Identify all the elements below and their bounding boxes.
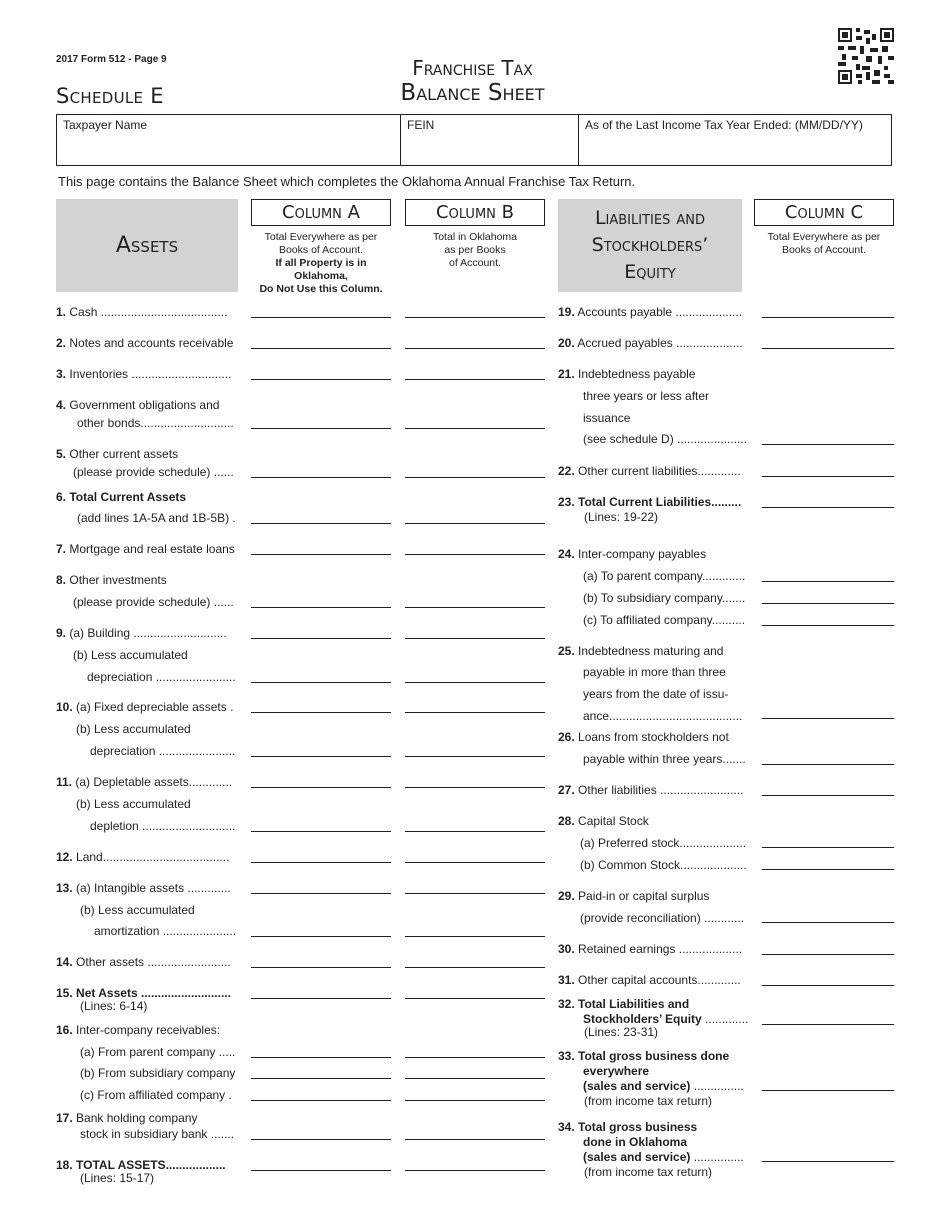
line-17-label: 17. Bank holding company: [56, 1111, 198, 1125]
line-32-label-c: (Lines: 23-31): [584, 1025, 659, 1039]
line-33-label-d: (from income tax return): [584, 1094, 713, 1108]
qr-code-icon: [838, 28, 894, 84]
line-23-col-c-field[interactable]: [762, 507, 894, 508]
line-14-col-a-field[interactable]: [251, 967, 391, 968]
line-10-label-c: depreciation .......................: [90, 744, 236, 758]
line-10b-col-a-field[interactable]: [251, 756, 391, 757]
line-4-col-a-field[interactable]: [251, 428, 391, 429]
line-19-col-c-field[interactable]: [762, 317, 894, 318]
line-10a-col-a-field[interactable]: [251, 712, 391, 713]
line-13b-col-a-field[interactable]: [251, 936, 391, 937]
line-34-label-b: done in Oklahoma: [583, 1135, 688, 1149]
line-29-label: 29. Paid-in or capital surplus: [558, 889, 710, 903]
line-11b-col-b-field[interactable]: [405, 831, 545, 832]
line-10b-col-b-field[interactable]: [405, 756, 545, 757]
line-32-label: 32. Total Liabilities and: [558, 997, 690, 1011]
line-11a-col-b-field[interactable]: [405, 787, 545, 788]
line-34-col-c-field[interactable]: [762, 1161, 894, 1162]
line-9-label-b: (b) Less accumulated: [73, 648, 188, 662]
line-31-label: 31. Other capital accounts.............: [558, 973, 741, 987]
line-2-col-a-field[interactable]: [251, 348, 391, 349]
line-18-col-a-field[interactable]: [251, 1170, 391, 1171]
line-16b-col-a-field[interactable]: [251, 1078, 391, 1079]
line-18-col-b-field[interactable]: [405, 1170, 545, 1171]
line-12-col-b-field[interactable]: [405, 862, 545, 863]
line-24-label: 24. Inter-company payables: [558, 547, 707, 561]
column-b-heading: Column B: [405, 199, 545, 226]
schedule-title: Schedule E: [56, 84, 164, 108]
year-ended-label: As of the Last Income Tax Year Ended: (MM/DD/YY): [585, 118, 863, 132]
line-6-col-b-field[interactable]: [405, 523, 545, 524]
line-33-col-c-field[interactable]: [762, 1090, 894, 1091]
line-8-label-cont: (please provide schedule) ......: [73, 595, 234, 609]
line-13a-col-a-field[interactable]: [251, 893, 391, 894]
line-32-col-c-field[interactable]: [762, 1024, 894, 1025]
line-9-label: 9. (a) Building ............................: [56, 626, 227, 640]
line-29-label-cont: (provide reconciliation) ............: [580, 911, 745, 925]
line-4-label-cont: other bonds............................: [77, 416, 234, 430]
line-10-label-b: (b) Less accumulated: [76, 722, 191, 736]
line-24a-label: (a) To parent company.............: [583, 569, 746, 583]
line-16c-col-b-field[interactable]: [405, 1100, 545, 1101]
line-24b-col-c-field[interactable]: [762, 603, 894, 604]
line-26-label-cont: payable within three years.......: [583, 752, 746, 766]
line-13-label-b: (b) Less accumulated: [80, 903, 195, 917]
line-3-col-a-field[interactable]: [251, 379, 391, 380]
line-11-label-b: (b) Less accumulated: [76, 797, 191, 811]
line-23-label: 23. Total Current Liabilities.........: [558, 495, 742, 509]
line-6-label: 6. Total Current Assets: [56, 490, 187, 504]
line-28b-col-c-field[interactable]: [762, 869, 894, 870]
line-16c-col-a-field[interactable]: [251, 1100, 391, 1101]
line-25-label-c: years from the date of issu-: [583, 687, 729, 701]
line-20-col-c-field[interactable]: [762, 348, 894, 349]
line-27-col-c-field[interactable]: [762, 795, 894, 796]
taxpayer-name-field[interactable]: [57, 115, 400, 165]
column-a-note: Total Everywhere as per Books of Account. If all Property is in Oklahoma, Do Not Use this Column.: [259, 231, 383, 295]
line-6-col-a-field[interactable]: [251, 523, 391, 524]
line-29-col-c-field[interactable]: [762, 922, 894, 923]
line-8-col-a-field[interactable]: [251, 607, 391, 608]
line-16-label: 16. Inter-company receivables:: [56, 1023, 221, 1037]
line-13b-col-b-field[interactable]: [405, 936, 545, 937]
title-franchise-tax: Franchise Tax: [412, 56, 533, 80]
intro-text: This page contains the Balance Sheet which completes the Oklahoma Annual Franchise Tax Return.: [58, 174, 636, 189]
line-3-label: 3. Inventories ..............................: [56, 367, 232, 381]
line-11b-col-a-field[interactable]: [251, 831, 391, 832]
line-8-col-b-field[interactable]: [405, 607, 545, 608]
year-ended-field[interactable]: [579, 115, 891, 165]
line-16b-label: (b) From subsidiary company: [80, 1066, 236, 1080]
line-1-label: 1. Cash ......................................: [56, 305, 228, 319]
line-10-label: 10. (a) Fixed depreciable assets .: [56, 700, 234, 714]
line-24c-col-c-field[interactable]: [762, 625, 894, 626]
line-17-col-a-field[interactable]: [251, 1139, 391, 1140]
line-21-label-b: three years or less after: [583, 389, 710, 403]
line-9b-col-b-field[interactable]: [405, 682, 545, 683]
line-33-label-b: everywhere: [583, 1064, 650, 1078]
line-15-label-cont: (Lines: 6-14): [80, 999, 148, 1013]
line-25-label-b: payable in more than three: [583, 665, 726, 679]
line-4-label: 4. Government obligations and: [56, 398, 220, 412]
line-16c-label: (c) From affiliated company .: [80, 1088, 232, 1102]
line-22-col-c-field[interactable]: [762, 476, 894, 477]
line-11a-col-a-field[interactable]: [251, 787, 391, 788]
form-id: 2017 Form 512 - Page 9: [56, 54, 167, 65]
assets-heading: Assets: [56, 199, 238, 292]
line-31-col-c-field[interactable]: [762, 985, 894, 986]
line-33-label: 33. Total gross business done: [558, 1049, 730, 1063]
line-11-label-c: depletion ............................: [90, 819, 236, 833]
line-5-label-cont: (please provide schedule) ......: [73, 465, 234, 479]
line-25-col-c-field[interactable]: [762, 718, 894, 719]
line-5-col-a-field[interactable]: [251, 477, 391, 478]
line-24c-label: (c) To affiliated company..........: [583, 613, 746, 627]
line-9-label-c: depreciation ........................: [87, 670, 236, 684]
taxpayer-name-label: Taxpayer Name: [63, 118, 148, 132]
line-9a-col-a-field[interactable]: [251, 638, 391, 639]
column-c-heading: Column C: [754, 199, 894, 226]
line-33-label-c: (sales and service) ...............: [583, 1079, 744, 1093]
line-26-label: 26. Loans from stockholders not: [558, 730, 729, 744]
column-c-note: Total Everywhere as per Books of Account.: [767, 231, 881, 256]
line-18-label: 18. TOTAL ASSETS..................: [56, 1158, 226, 1172]
line-30-col-c-field[interactable]: [762, 954, 894, 955]
line-21-label-d: (see schedule D) .....................: [583, 432, 748, 446]
line-18-label-cont: (Lines: 15-17): [80, 1171, 155, 1185]
line-9a-col-b-field[interactable]: [405, 638, 545, 639]
line-14-col-b-field[interactable]: [405, 967, 545, 968]
line-17-col-b-field[interactable]: [405, 1139, 545, 1140]
line-16b-col-b-field[interactable]: [405, 1078, 545, 1079]
line-30-label: 30. Retained earnings ...................: [558, 942, 743, 956]
line-21-label-c: issuance: [583, 411, 631, 425]
line-12-label: 12. Land......................................: [56, 850, 230, 864]
line-2-col-b-field[interactable]: [405, 348, 545, 349]
line-8-label: 8. Other investments: [56, 573, 167, 587]
line-21-col-c-field[interactable]: [762, 444, 894, 445]
line-20-label: 20. Accrued payables ....................: [558, 336, 743, 350]
line-19-label: 19. Accounts payable ....................: [558, 305, 743, 319]
line-1-col-b-field[interactable]: [405, 317, 545, 318]
line-16a-col-b-field[interactable]: [405, 1057, 545, 1058]
line-28a-col-c-field[interactable]: [762, 847, 894, 848]
line-11-label: 11. (a) Depletable assets.............: [56, 775, 233, 789]
line-28b-label: (b) Common Stock....................: [580, 858, 747, 872]
line-10a-col-b-field[interactable]: [405, 712, 545, 713]
line-22-label: 22. Other current liabilities.............: [558, 464, 741, 478]
line-2-label: 2. Notes and accounts receivable: [56, 336, 234, 350]
taxpayer-info-box: [56, 114, 892, 166]
line-17-label-cont: stock in subsidiary bank .......: [80, 1127, 235, 1141]
line-16a-label: (a) From parent company .....: [80, 1045, 236, 1059]
line-32-label-b: Stockholders’ Equity .............: [583, 1012, 749, 1026]
line-12-col-a-field[interactable]: [251, 862, 391, 863]
line-7-col-b-field[interactable]: [405, 554, 545, 555]
line-5-col-b-field[interactable]: [405, 477, 545, 478]
line-27-label: 27. Other liabilities .........................: [558, 783, 744, 797]
line-34-label: 34. Total gross business: [558, 1120, 698, 1134]
column-a-heading: Column A: [251, 199, 391, 226]
line-7-col-a-field[interactable]: [251, 554, 391, 555]
line-13a-col-b-field[interactable]: [405, 893, 545, 894]
line-13-label-c: amortization ......................: [94, 924, 237, 938]
fein-field[interactable]: [401, 115, 578, 165]
liabilities-heading: Liabilities and Stockholders’ Equity: [558, 199, 742, 292]
column-b-note: Total in Oklahoma as per Books of Account.: [432, 231, 518, 269]
line-13-label: 13. (a) Intangible assets .............: [56, 881, 231, 895]
line-28-label: 28. Capital Stock: [558, 814, 649, 828]
line-24b-label: (b) To subsidiary company.......: [583, 591, 746, 605]
line-14-label: 14. Other assets .........................: [56, 955, 231, 969]
line-15-col-a-field[interactable]: [251, 998, 391, 999]
line-15-col-b-field[interactable]: [405, 998, 545, 999]
line-25-label-d: ance........................................: [583, 709, 743, 723]
line-1-col-a-field[interactable]: [251, 317, 391, 318]
line-25-label: 25. Indebtedness maturing and: [558, 644, 724, 658]
line-15-label: 15. Net Assets ...........................: [56, 986, 231, 1000]
line-24a-col-c-field[interactable]: [762, 581, 894, 582]
line-4-col-b-field[interactable]: [405, 428, 545, 429]
line-34-label-d: (from income tax return): [584, 1165, 713, 1179]
line-9b-col-a-field[interactable]: [251, 682, 391, 683]
line-5-label: 5. Other current assets: [56, 447, 179, 461]
line-34-label-c: (sales and service) ...............: [583, 1150, 744, 1164]
line-3-col-b-field[interactable]: [405, 379, 545, 380]
line-16a-col-a-field[interactable]: [251, 1057, 391, 1058]
fein-label: FEIN: [407, 118, 435, 132]
line-26-col-c-field[interactable]: [762, 764, 894, 765]
line-28a-label: (a) Preferred stock....................: [580, 836, 747, 850]
line-23-label-cont: (Lines: 19-22): [584, 510, 659, 524]
line-7-label: 7. Mortgage and real estate loans: [56, 542, 235, 556]
line-21-label: 21. Indebtedness payable: [558, 367, 696, 381]
title-balance-sheet: Balance Sheet: [400, 80, 545, 106]
line-6-label-cont: (add lines 1A-5A and 1B-5B) .: [77, 511, 236, 525]
